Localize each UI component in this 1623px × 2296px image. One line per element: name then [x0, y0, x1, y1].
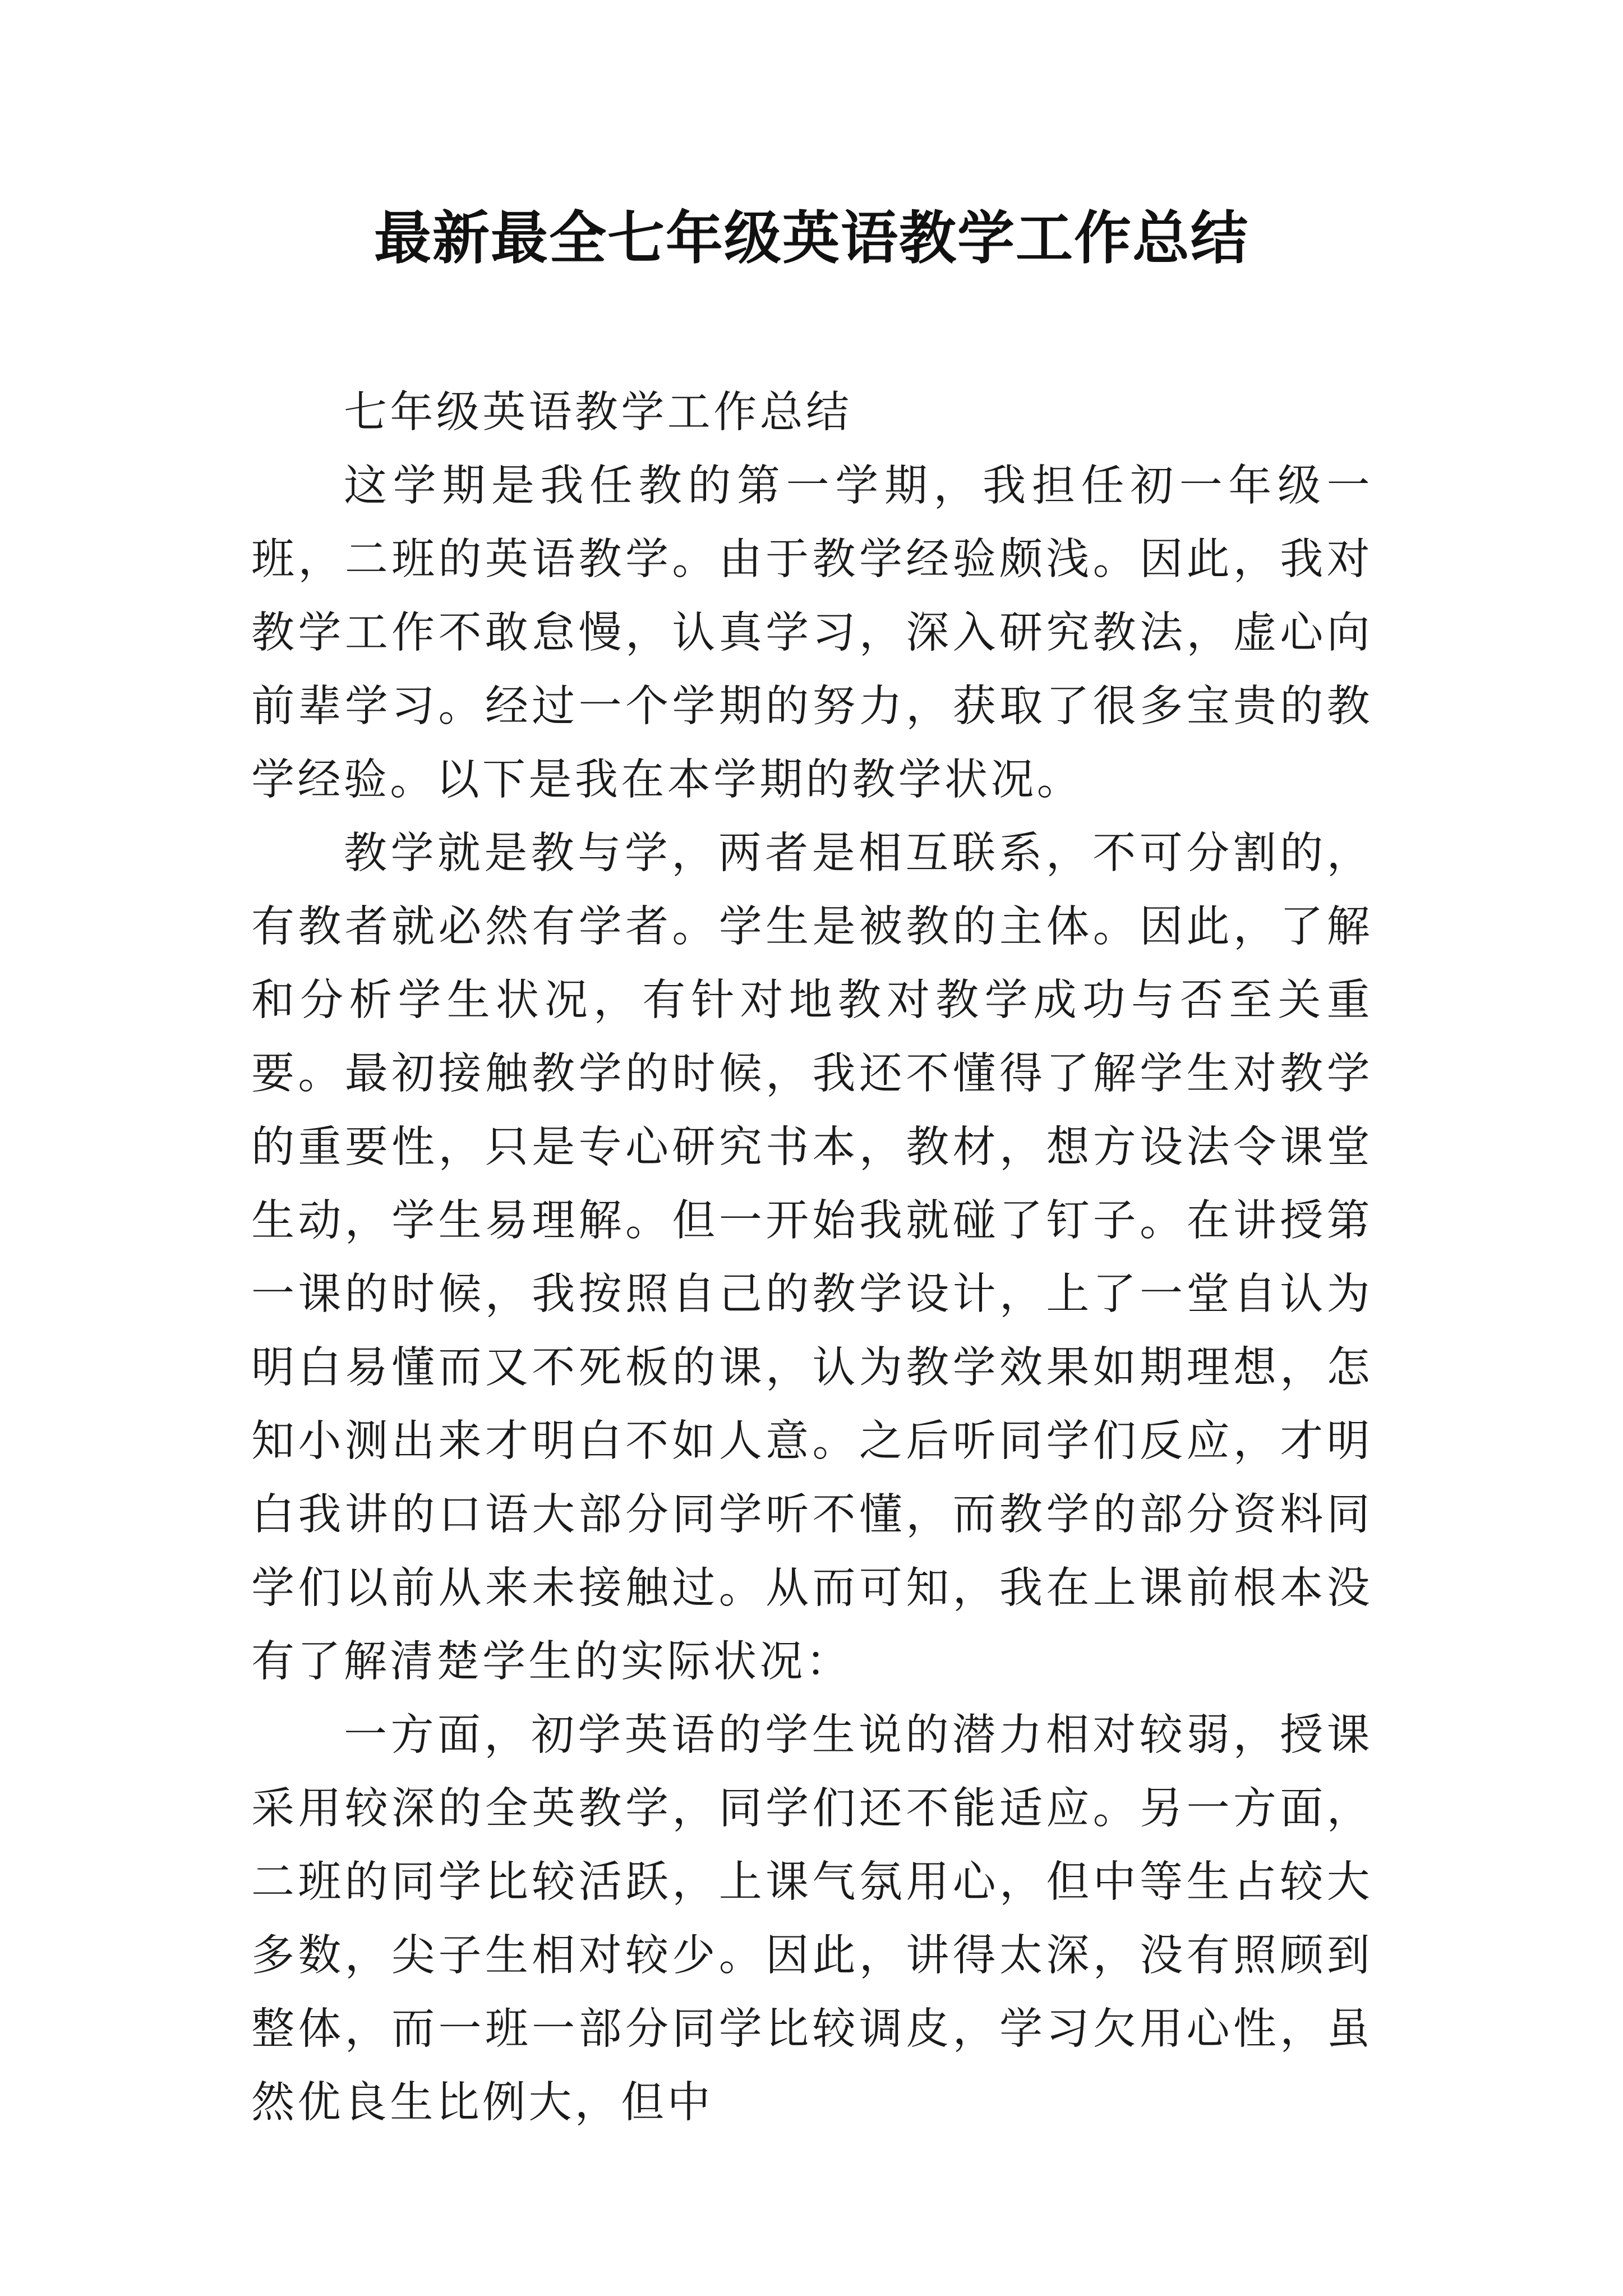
document-body [251, 376, 1373, 2139]
paragraph: 这学期是我任教的第一学期，我担任初一年级一班，二班的英语教学。由于教学经验颇浅。因此，我对教学工作不敢怠慢，认真学习，深入研究教法，虚心向前辈学习。经过一个学期的努力，获取了很多宝贵的教学经验。以下是我在本学期的教学状况。 [251, 461, 1373, 805]
paragraph: 一方面，初学英语的学生说的潜力相对较弱，授课采用较深的全英教学，同学们还不能适应。另一方面，二班的同学比较活跃，上课气氛用心，但中等生占较大多数，尖子生相对较少。因此，讲得太深，没有照顾到整体，而一班一部分同学比较调皮，学习欠用心性，虽然优良生比例大，但中 [251, 1710, 1373, 2128]
paragraph: 教学就是教与学，两者是相互联系，不可分割的，有教者就必然有学者。学生是被教的主体。因此，了解和分析学生状况，有针对地教对教学成功与否至关重要。最初接触教学的时候，我还不懂得了解学生对教学的重要性，只是专心研究书本，教材，想方设法令课堂生动，学生易理解。但一开始我就碰了钉子。在讲授第一课的时候，我按照自己的教学设计，上了一堂自认为明白易懂而又不死板的课，认为教学效果如期理想，怎知小测出来才明白不如人意。之后听同学们反应，才明白我讲的口语大部分同学听不懂，而教学的部分资料同学们以前从来未接触过。从而可知，我在上课前根本没有了解清楚学生的实际状况： [251, 829, 1373, 1687]
section-heading: 七年级英语教学工作总结 [344, 388, 852, 438]
document-title: 最新最全七年级英语教学工作总结 [374, 205, 1249, 272]
